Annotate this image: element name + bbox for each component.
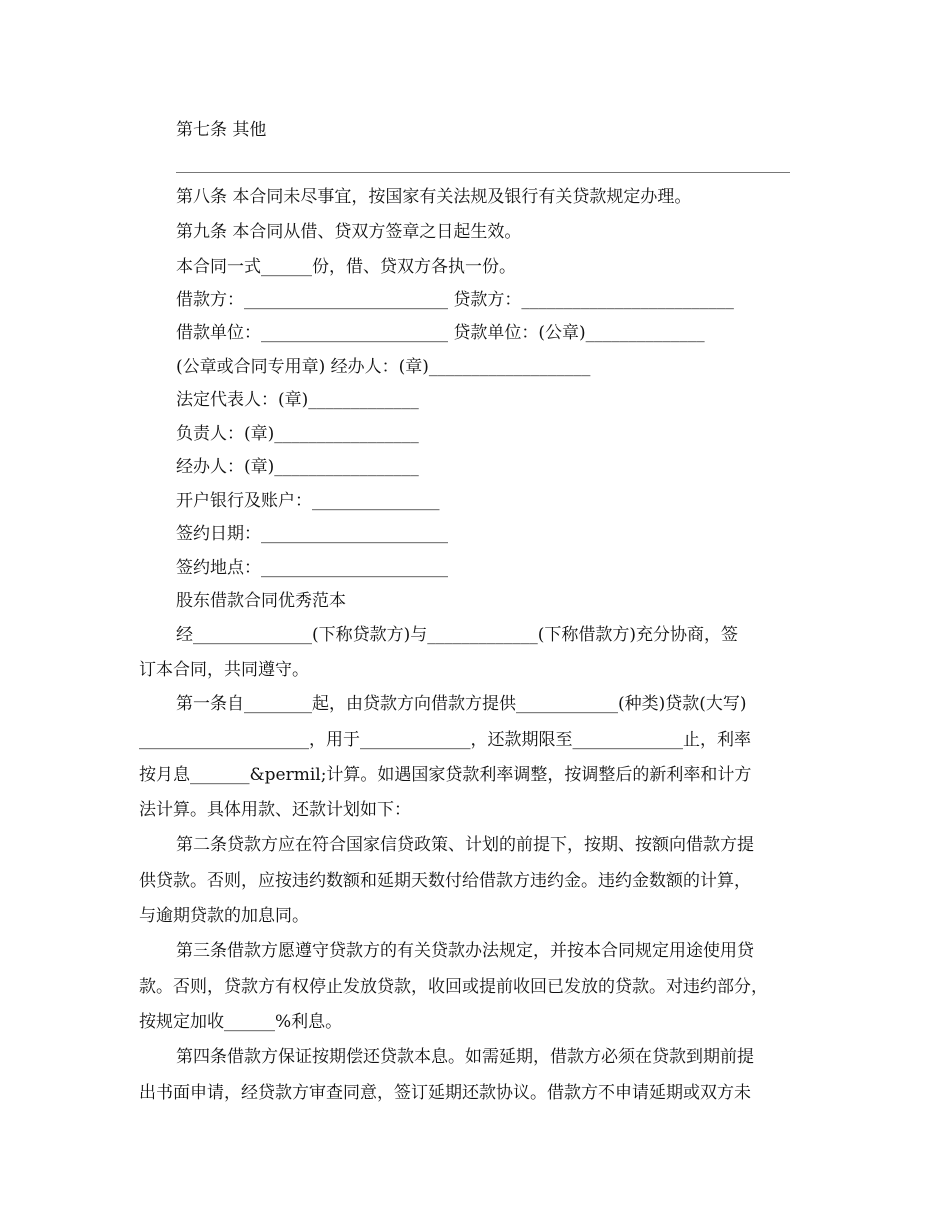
article3-cont: 按规定加收______%利息。: [139, 1012, 343, 1032]
article4-cont: 出书面申请，经贷款方审查同意，签订延期还款协议。借款方不申请延期或双方未: [139, 1083, 751, 1103]
intro-paragraph: 经______________(下称贷款方)与_____________(下称借款方)充分协商，签: [176, 625, 739, 645]
divider: [176, 172, 790, 173]
seal-agent-line: (公章或合同专用章) 经办人：(章)___________________: [176, 357, 591, 377]
intro-paragraph-cont: 订本合同，共同遵守。: [139, 660, 309, 680]
article3: 第三条借款方愿遵守贷款方的有关贷款办法规定，并按本合同规定用途使用贷: [176, 941, 754, 961]
article4: 第四条借款方保证按期偿还贷款本息。如需延期，借款方必须在贷款到期前提: [176, 1047, 754, 1067]
article9: 第九条 本合同从借、贷双方签章之日起生效。: [176, 222, 522, 242]
legal-rep-line: 法定代表人：(章)_____________: [176, 390, 419, 410]
article7-title: 第七条 其他: [176, 120, 267, 140]
copies-line: 本合同一式______份，借、贷双方各执一份。: [176, 257, 516, 277]
article1-cont: 按月息_______&permil;计算。如遇国家贷款利率调整，按调整后的新利率和计方: [139, 765, 752, 785]
bank-account-line: 开户银行及账户：_______________: [176, 491, 440, 511]
sign-place-line: 签约地点：______________________: [176, 558, 448, 578]
article2-cont: 与逾期贷款的加息同。: [139, 906, 309, 926]
article2-cont: 供贷款。否则，应按违约数额和延期天数付给借款方违约金。违约金数额的计算，: [139, 871, 751, 891]
borrower-lender-line: 借款方：________________________ 贷款方：_________________________: [176, 290, 734, 310]
article1-cont: ____________________，用于_____________，还款期限至_____________止，利率: [139, 730, 751, 750]
article1-cont: 法计算。具体用款、还款计划如下：: [139, 800, 411, 820]
agent-line: 经办人：(章)_________________: [176, 457, 419, 477]
sample-title: 股东借款合同优秀范本: [176, 591, 346, 611]
article2: 第二条贷款方应在符合国家信贷政策、计划的前提下，按期、按额向借款方提: [176, 835, 754, 855]
article8: 第八条 本合同未尽事宜，按国家有关法规及银行有关贷款规定办理。: [176, 187, 692, 207]
sign-date-line: 签约日期：______________________: [176, 524, 448, 544]
article3-cont: 款。否则，贷款方有权停止发放贷款，收回或提前收回已发放的贷款。对违约部分，: [139, 977, 768, 997]
units-line: 借款单位：______________________ 贷款单位：(公章)______________: [176, 323, 705, 343]
responsible-line: 负责人：(章)_________________: [176, 424, 419, 444]
article1: 第一条自________起，由贷款方向借款方提供____________(种类)贷款(大写): [176, 694, 747, 714]
